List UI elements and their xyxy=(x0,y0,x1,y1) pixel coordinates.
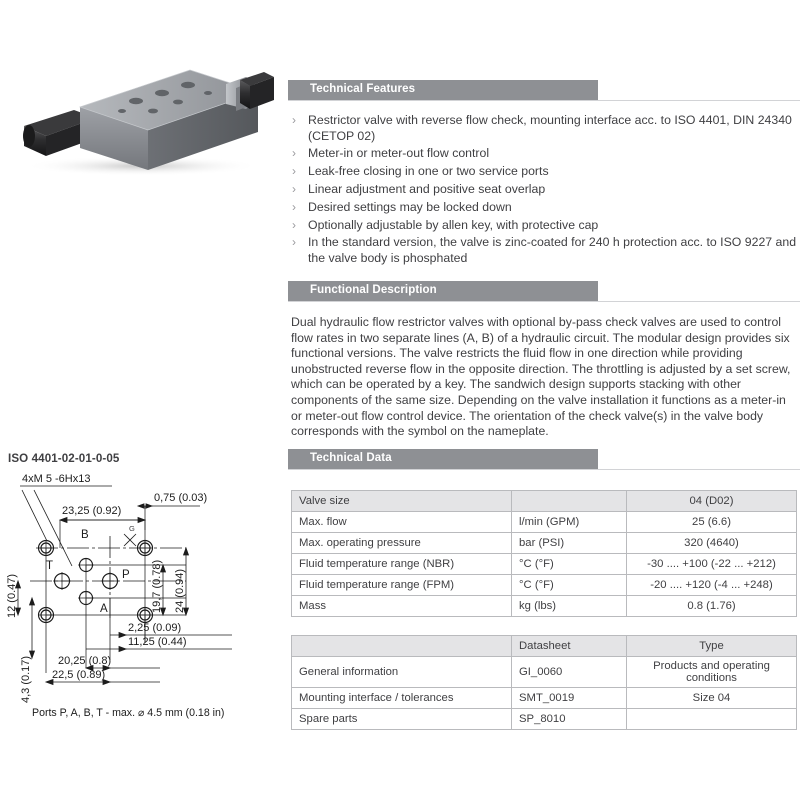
cell-label: Fluid temperature range (NBR) xyxy=(292,554,512,575)
cell-label: Mass xyxy=(292,596,512,617)
port-label-a: A xyxy=(100,603,108,615)
chevron-right-icon: › xyxy=(292,217,296,232)
list-item xyxy=(291,164,797,180)
chevron-right-icon: › xyxy=(292,113,296,127)
drawing-svg xyxy=(0,468,288,708)
port-label-p: P xyxy=(122,569,130,581)
dim-right-low-2: 11,25 (0.44) xyxy=(128,636,187,648)
table-row xyxy=(292,575,797,596)
list-item-label: Leak-free closing in one or two service ports xyxy=(308,164,549,179)
section-rule xyxy=(288,301,800,303)
dim-right-low-1: 2,25 (0.09) xyxy=(128,622,182,634)
dim-top-right: 0,75 (0.03) xyxy=(154,492,208,504)
table-header-row xyxy=(292,636,797,657)
cell-datasheet: GI_0060 xyxy=(512,657,627,688)
dim-left-lower: 4,3 (0.17) xyxy=(20,655,32,703)
list-item-label: Desired settings may be locked down xyxy=(308,199,512,214)
cell-unit: °C (°F) xyxy=(512,575,627,596)
table-row xyxy=(292,688,797,709)
section-header-functional-description xyxy=(288,281,800,302)
chevron-right-icon: › xyxy=(292,146,296,161)
chevron-right-icon: › xyxy=(292,235,296,250)
cell-label: Spare parts xyxy=(292,709,512,730)
section-bar xyxy=(288,80,598,101)
cell-value: -20 .... +120 (-4 ... +248) xyxy=(627,575,797,596)
table-row xyxy=(292,512,797,533)
cell-label: Max. flow xyxy=(292,512,512,533)
list-item-label: Optionally adjustable by allen key, with protective cap xyxy=(308,217,599,232)
valve-illustration xyxy=(12,66,274,178)
cell-datasheet: SP_8010 xyxy=(512,709,627,730)
list-item xyxy=(291,200,797,216)
cell-label: Mounting interface / tolerances xyxy=(292,688,512,709)
chevron-right-icon: › xyxy=(292,199,296,214)
list-item xyxy=(291,218,797,234)
cell-value: 0.8 (1.76) xyxy=(627,596,797,617)
section-header-technical-data xyxy=(288,449,800,470)
section-bar xyxy=(288,449,598,470)
cell-label xyxy=(292,636,512,657)
section-title: Functional Description xyxy=(310,284,437,296)
cell-label: Fluid temperature range (FPM) xyxy=(292,575,512,596)
port-label-b: B xyxy=(81,529,89,541)
dim-right-outer: 24 (0.94) xyxy=(174,568,186,613)
cell-value: -30 .... +100 (-22 ... +212) xyxy=(627,554,797,575)
mounting-interface-drawing xyxy=(0,468,288,713)
dim-bottom-2: 22,5 (0.89) xyxy=(52,669,106,681)
ports-caption: Ports P, A, B, T - max. ⌀ 4.5 mm (0.18 in) xyxy=(32,707,225,719)
cell-type: Type xyxy=(627,636,797,657)
cell-label: Valve size xyxy=(292,491,512,512)
right-column xyxy=(288,0,800,800)
section-header-technical-features xyxy=(288,80,800,101)
list-item-label: Linear adjustment and positive seat overlap xyxy=(308,181,546,196)
cell-datasheet: SMT_0019 xyxy=(512,688,627,709)
technical-features-list xyxy=(291,113,797,269)
cell-value: 04 (D02) xyxy=(627,491,797,512)
table-row xyxy=(292,709,797,730)
dim-bottom-1: 20,25 (0.8) xyxy=(58,655,112,667)
list-item-label: In the standard version, the valve is zinc-coated for 240 h protection acc. to ISO 9227 and the valve body is phosphated xyxy=(308,235,797,265)
dim-left-upper: 12 (0.47) xyxy=(6,573,18,618)
thread-note: 4xM 5 -6Hx13 xyxy=(22,473,91,485)
product-photo xyxy=(12,66,274,183)
cell-unit: °C (°F) xyxy=(512,554,627,575)
left-column xyxy=(0,0,288,800)
table-row xyxy=(292,657,797,688)
section-title: Technical Data xyxy=(310,452,392,464)
cell-type xyxy=(627,709,797,730)
dim-right-inner: 19,7 (0.78) xyxy=(151,559,163,613)
list-item-label: Meter-in or meter-out flow control xyxy=(308,146,490,161)
list-item-label: Restrictor valve with reverse flow check, mounting interface acc. to ISO 4401, DIN 24340 (CETOP 02) xyxy=(308,113,792,143)
cell-value: 320 (4640) xyxy=(627,533,797,554)
section-rule xyxy=(288,100,800,102)
chevron-right-icon: › xyxy=(292,181,296,196)
list-item xyxy=(291,182,797,198)
iso-interface-title: ISO 4401-02-01-0-05 xyxy=(8,452,120,465)
g-mark-label: G xyxy=(129,524,135,533)
section-title: Technical Features xyxy=(310,83,416,95)
list-item xyxy=(291,235,797,266)
chevron-right-icon: › xyxy=(292,164,296,179)
table-row xyxy=(292,554,797,575)
table-row xyxy=(292,533,797,554)
table-row xyxy=(292,596,797,617)
cell-datasheet: Datasheet xyxy=(512,636,627,657)
dim-top-width: 23,25 (0.92) xyxy=(62,505,122,517)
cell-value: 25 (6.6) xyxy=(627,512,797,533)
cell-type: Size 04 xyxy=(627,688,797,709)
cell-label: General information xyxy=(292,657,512,688)
cell-type: Products and operating conditions xyxy=(627,657,797,688)
cell-unit: l/min (GPM) xyxy=(512,512,627,533)
datasheet-table xyxy=(291,635,797,730)
list-item xyxy=(291,113,797,144)
cell-label: Max. operating pressure xyxy=(292,533,512,554)
technical-data-table xyxy=(291,490,797,617)
cell-unit: kg (lbs) xyxy=(512,596,627,617)
cell-unit: bar (PSI) xyxy=(512,533,627,554)
table-header-row xyxy=(292,491,797,512)
cell-unit xyxy=(512,491,627,512)
port-label-t: T xyxy=(46,560,54,572)
section-bar xyxy=(288,281,598,302)
functional-description-text: Dual hydraulic flow restrictor valves with optional by-pass check valves are used to control flow rates in two separate lines (A, B) of a hydraulic circuit. The modular design provides six functional versions. The valve restricts the fluid flow in one direction while providing unobstructed reverse flow in the opposite direction. The throttling is adjusted by a set screw, which can be operated by a key. The sandwich design supports stacking with other components of the same size. Depending on the valve installation it functions as a meter-in or meter-out flow control device. The orientation of the check valve(s) in the valve body corresponds with the symbol on the nameplate. xyxy=(291,315,791,439)
list-item xyxy=(291,146,797,162)
section-rule xyxy=(288,469,800,471)
